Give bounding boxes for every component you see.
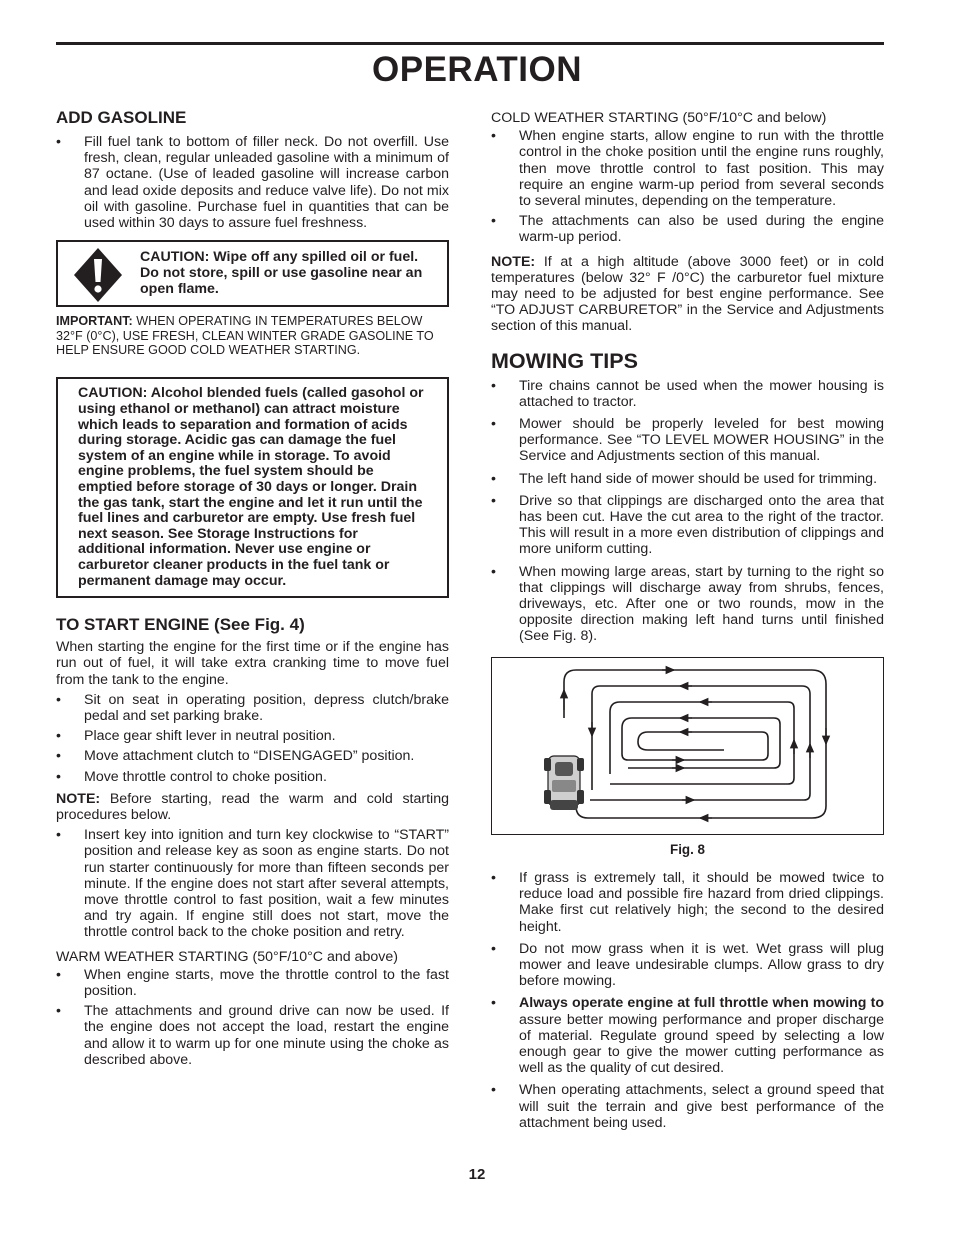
start-note (56, 791, 449, 823)
caution-text: CAUTION: Wipe off any spilled oil or fuel. Do not store, spill or use gasoline near an open flame. (140, 249, 423, 298)
list-item: • Move throttle control to choke position. (56, 769, 449, 785)
list-item: • Insert key into ignition and turn key clockwise to “START” position and release key as soon as engine starts. Do not run starter continuously for more than fifteen seconds per minute. If the engine does not start after several attempts, move throttle control to fast position, wait a few minutes and try again. If engine still does not start, move the throttle control back to the choke position and retry. (56, 827, 449, 940)
figure-caption: Fig. 8 (670, 841, 705, 857)
list-item: • The left hand side of mower should be used for trimming. (491, 471, 884, 487)
cold-weather-list (491, 128, 884, 245)
mowing-tips-list-2 (491, 870, 884, 1131)
start-engine-list (56, 692, 449, 785)
list-item: • Do not mow grass when it is wet. Wet grass will plug mower and leave undesirable clumps. Allow grass to dry before mowing. (491, 941, 884, 990)
page-number: 12 (468, 1166, 486, 1183)
list-item: • Mower should be properly leveled for best mowing performance. See “TO LEVEL MOWER HOUSING” in the Service and Adjustments section of this manual. (491, 416, 884, 465)
list-item: • Move attachment clutch to “DISENGAGED” position. (56, 748, 449, 764)
list-item: • The attachments can also be used during the engine warm-up period. (491, 213, 884, 245)
warm-weather-heading: WARM WEATHER STARTING (50°F/10°C and above) (56, 948, 398, 965)
list-item (491, 995, 884, 1076)
left-column (56, 108, 449, 1068)
start-engine-heading: TO START ENGINE (See Fig. 4) (56, 615, 305, 635)
warm-weather-list (56, 967, 449, 1068)
list-item: • Sit on seat in operating position, depress clutch/brake pedal and set parking brake. (56, 692, 449, 724)
warning-icon (72, 246, 124, 304)
important-label: IMPORTANT: (56, 314, 133, 329)
list-item: • When operating attachments, select a ground speed that will suit the terrain and give best performance of the attachment being used. (491, 1082, 884, 1131)
list-item: • Drive so that clippings are discharged onto the area that has been cut. Have the cut area to the right of the tractor. This will result in a more even distribution of clippings and more uniform cutting. (491, 493, 884, 558)
altitude-note (491, 254, 884, 335)
caution-text: CAUTION: Alcohol blended fuels (called gasohol or using ethanol or methanol) can attract moisture which leads to separation and formation of acids during storage. Acidic gas can damage the fuel system of an engine while in storage. To avoid engine problems, the fuel system should be emptied before storage of 30 days or longer. Drain the gas tank, start the engine and let it run until the fuel lines and carburetor are empty. Use fresh fuel next season. See Storage Instructions for additional information. Never use engine or carburetor cleaner products in the fuel tank or permanent damage may occur. (78, 385, 424, 589)
page-title: OPERATION (372, 50, 582, 89)
caution-box-alcohol (56, 377, 449, 598)
list-item: • The attachments and ground drive can now be used. If the engine does not accept the load, restart the engine and allow it to warm up for one minute using the choke as described above. (56, 1003, 449, 1068)
list-item: • When engine starts, allow engine to run with the throttle control in the choke position until the engine runs roughly, then move throttle control to fast position. This may require an engine warm-up period from several seconds to several minutes, depending on the temperature. (491, 128, 884, 209)
start-engine-intro: When starting the engine for the first time or if the engine has run out of fuel, it will take extra cranking time to move fuel from the tank to the engine. (56, 639, 449, 688)
list-item: • When engine starts, move the throttle control to the fast position. (56, 967, 449, 999)
note-label: NOTE: (56, 790, 101, 807)
caution-box-spill (56, 240, 449, 307)
mowing-tips-list (491, 378, 884, 645)
right-column (491, 110, 884, 1131)
list-item: • Place gear shift lever in neutral position. (56, 728, 449, 744)
cold-weather-heading: COLD WEATHER STARTING (50°F/10°C and below) (491, 110, 827, 126)
list-item: • Tire chains cannot be used when the mower housing is attached to tractor. (491, 378, 884, 410)
list-item: • Fill fuel tank to bottom of filler neck. Do not overfill. Use fresh, clean, regular unleaded gasoline with a minimum of 87 octane. (Use of leaded gasoline will increase carbon and lead oxide deposits and reduce valve life). Do not mix oil with gasoline. Purchase fuel in quantities that can be used within 30 days to assure fuel freshness. (56, 134, 449, 231)
key-list (56, 827, 449, 940)
throttle-text: assure better mowing performance and proper discharge of material. Regulate ground speed by selecting a low enough gear to give the mower cutting performance as well as the quality of cut desired. (519, 1011, 884, 1077)
note-text: If at a high altitude (above 3000 feet) or in cold temperatures (below 32° F /0°C) the carburetor fuel mixture may need to be adjusted for best engine performance. See “TO ADJUST CARBURETOR” in the Service and Adjustments section of this manual. (491, 253, 884, 335)
note-text: Before starting, read the warm and cold starting procedures below. (56, 790, 449, 823)
add-gasoline-heading: ADD GASOLINE (56, 108, 187, 127)
figure-8 (491, 657, 884, 835)
mowing-pattern-diagram (492, 658, 884, 834)
header-rule (56, 42, 884, 45)
list-item: • When mowing large areas, start by turning to the right so that clippings will discharge away from shrubs, fences, driveways, etc. After one or two rounds, mow in the opposite direction making left hand turns until finished (See Fig. 8). (491, 564, 884, 645)
list-item: • If grass is extremely tall, it should be mowed twice to reduce load and possible fire hazard from dried clippings. Make first cut relatively high; the second to the desired height. (491, 870, 884, 935)
mowing-tips-heading: MOWING TIPS (491, 348, 638, 373)
tractor-icon (544, 756, 584, 810)
add-gasoline-list (56, 134, 449, 231)
throttle-bold-text: Always operate engine at full throttle when mowing to (519, 995, 884, 1012)
important-note (56, 314, 449, 357)
important-text: WHEN OPERATING IN TEMPERATURES BELOW 32°F (0°C), USE FRESH, CLEAN WINTER GRADE GASOLINE TO HELP ENSURE GOOD COLD WEATHER STARTING. (56, 314, 434, 358)
note-label: NOTE: (491, 253, 536, 270)
